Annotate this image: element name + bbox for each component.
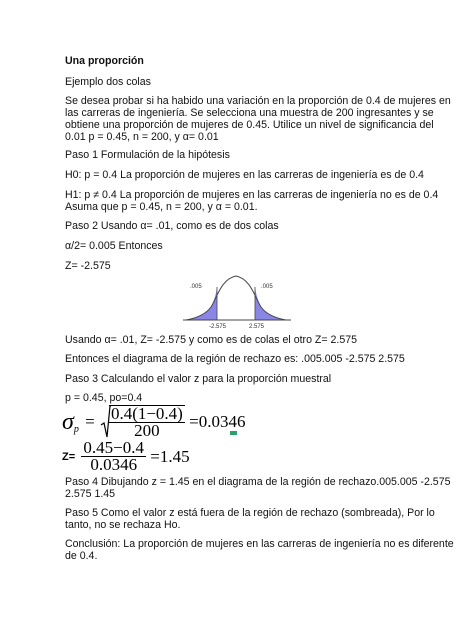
sigma-result-clipped: 6 [236,412,246,431]
example-subtitle: Ejemplo dos colas [65,76,151,88]
alt-hypothesis-line: Asuma que p = 0.45, n = 200, y α = 0.01. [65,201,258,213]
intro-line: obtiene una proporción de mujeres de 0.45. Utilice un nivel de significancia del [65,119,434,131]
left-area-label: .005 [190,284,202,290]
two-tail-z-values: Usando α= .01, Z= -2.575 y como es de colas el otro Z= 2.575 [65,334,358,346]
sqrt-numerator: 0.4(1−0.4) [110,404,183,423]
page-title: Una proporción [65,55,144,67]
conclusion-line: de 0.4. [65,550,98,562]
rejection-region-line: Entonces el diagrama de la región de rechazo es: .005.005 -2.575 2.575 [65,353,405,365]
z-numerator: 0.45−0.4 [83,438,144,457]
sigma-subscript: p [73,423,79,435]
step2-heading: Paso 2 Usando α= .01, como es de dos colas [65,220,279,232]
green-cursor-mark [230,431,237,435]
step1-heading: Paso 1 Formulación de la hipótesis [65,149,230,161]
z-formula [62,440,190,474]
null-hypothesis: H0: p = 0.4 La proporción de mujeres en las carreras de ingeniería es de 0.4 [65,169,424,181]
sqrt-denominator: 200 [134,421,160,440]
sigma-result: =0.034 [189,412,237,431]
step4-line: 2.575 1.45 [65,488,116,500]
intro-line: las carreras de ingeniería. Se selecciona una muestra de 200 ingresantes y se [65,107,434,119]
equals-sign: = [85,412,95,431]
normal-curve-figure [181,271,295,329]
sigma-symbol: σ [62,408,74,435]
z-label: Z= [62,450,76,463]
z-result: =1.45 [150,446,190,466]
right-tick-label: 2.575 [249,324,265,330]
left-tick-label: -2.575 [209,324,227,330]
z-fraction [81,440,146,473]
proportion-values: p = 0.45, po=0.4 [65,392,143,404]
conclusion-line: Conclusión: La proporción de mujeres en las carreras de ingeniería no es diferente [65,538,454,550]
alt-hypothesis-line: H1: p ≠ 0.4 La proporción de mujeres en las carreras de ingeniería no es de 0.4 [65,189,439,201]
step5-line: tanto, no se rechaza Ho. [65,519,181,531]
intro-line: 0.01 p = 0.45, n = 200, y α= 0.01 [65,131,219,143]
intro-line: Se desea probar si ha habido una variación en la proporción de 0.4 de mujeres en [65,95,451,107]
normal-curve [186,276,286,320]
step5-line: Paso 5 Como el valor z está fuera de la región de rechazo (sombreada), Por lo [65,507,435,519]
z-critical: Z= -2.575 [65,260,111,272]
z-denominator: 0.0346 [90,455,138,474]
sqrt-fraction [109,405,185,439]
alpha-half: α/2= 0.005 Entonces [65,240,163,252]
step3-heading: Paso 3 Calculando el valor z para la proporción muestral [65,373,332,385]
step4-line: Paso 4 Dibujando z = 1.45 en el diagrama de la región de rechazo.005.005 -2.575 [65,476,451,488]
sigma-formula [62,404,246,440]
right-area-label: .005 [261,284,273,290]
